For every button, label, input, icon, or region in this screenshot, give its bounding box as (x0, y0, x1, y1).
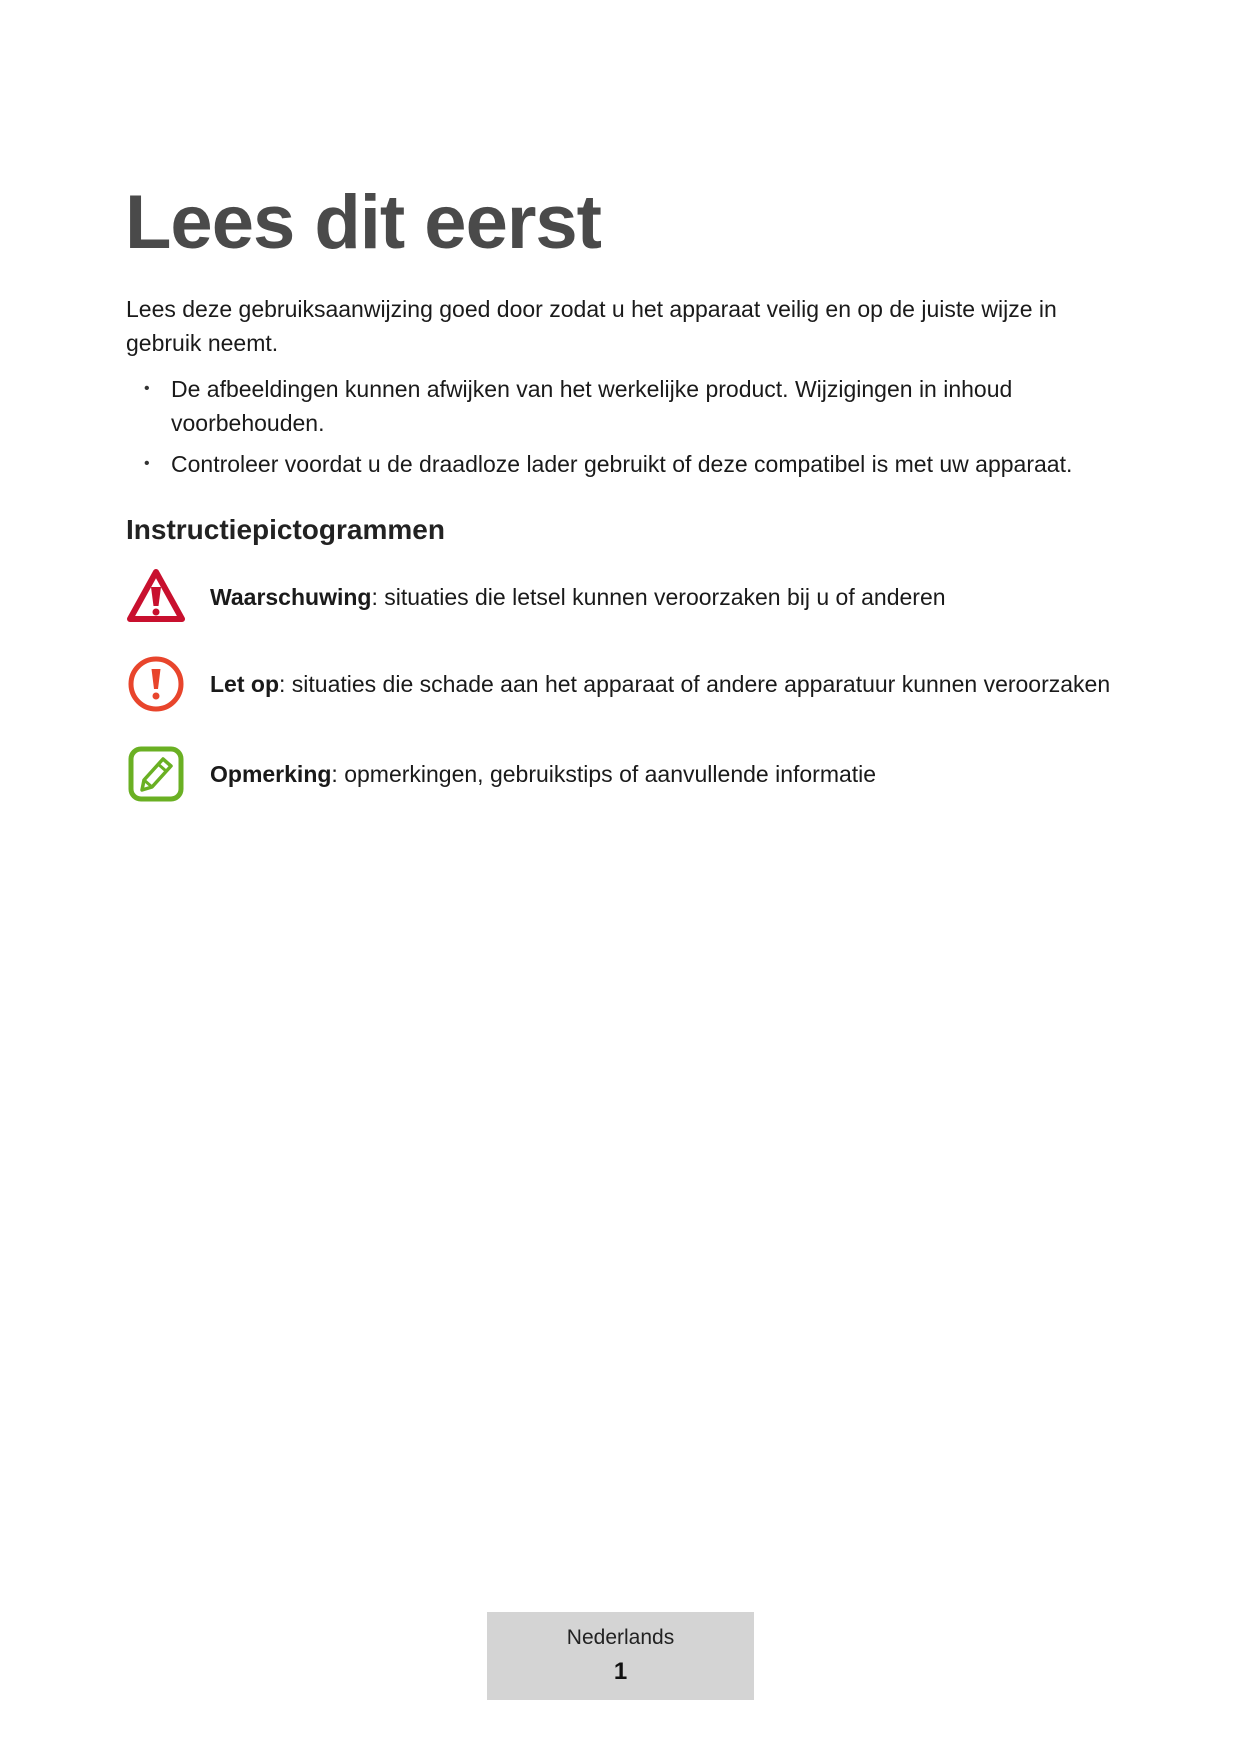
caution-text (210, 669, 1110, 699)
note-label: Opmerking (210, 761, 332, 787)
warning-text (210, 582, 946, 612)
bullet-icon: • (144, 380, 150, 397)
note-description: : opmerkingen, gebruikstips of aanvullende informatie (331, 761, 877, 787)
page-footer (487, 1612, 754, 1700)
page-number: 1 (613, 1658, 628, 1685)
warning-description: : situaties die letsel kunnen veroorzaken bij u of anderen (371, 584, 946, 610)
section-title: Instructiepictogrammen (126, 514, 445, 545)
list-item-text: De afbeeldingen kunnen afwijken van het werkelijke product. Wijzigingen in inhoud voorbehouden. (171, 376, 1013, 436)
page-title: Lees dit eerst (125, 180, 601, 265)
icon-row-caution (126, 654, 1126, 714)
caution-label: Let op (210, 671, 279, 697)
note-pencil-icon (126, 744, 186, 804)
bullet-list (126, 372, 1126, 488)
list-item-text: Controleer voordat u de draadloze lader gebruikt of deze compatibel is met uw apparaat. (171, 451, 1073, 477)
caution-circle-icon (126, 654, 186, 714)
note-text (210, 759, 876, 789)
warning-triangle-icon (126, 567, 186, 627)
footer-language: Nederlands (566, 1626, 675, 1649)
icon-row-note (126, 744, 1126, 804)
intro-paragraph: Lees deze gebruiksaanwijzing goed door zodat u het apparaat veilig en op de juiste wijze in gebruik neemt. (126, 296, 1057, 356)
icon-row-warning (126, 567, 1126, 627)
list-item (126, 447, 1126, 481)
warning-label: Waarschuwing (210, 584, 372, 610)
list-item (126, 372, 1126, 440)
caution-description: : situaties die schade aan het apparaat of andere apparatuur kunnen veroorzaken (279, 671, 1111, 697)
bullet-icon: • (144, 455, 150, 472)
